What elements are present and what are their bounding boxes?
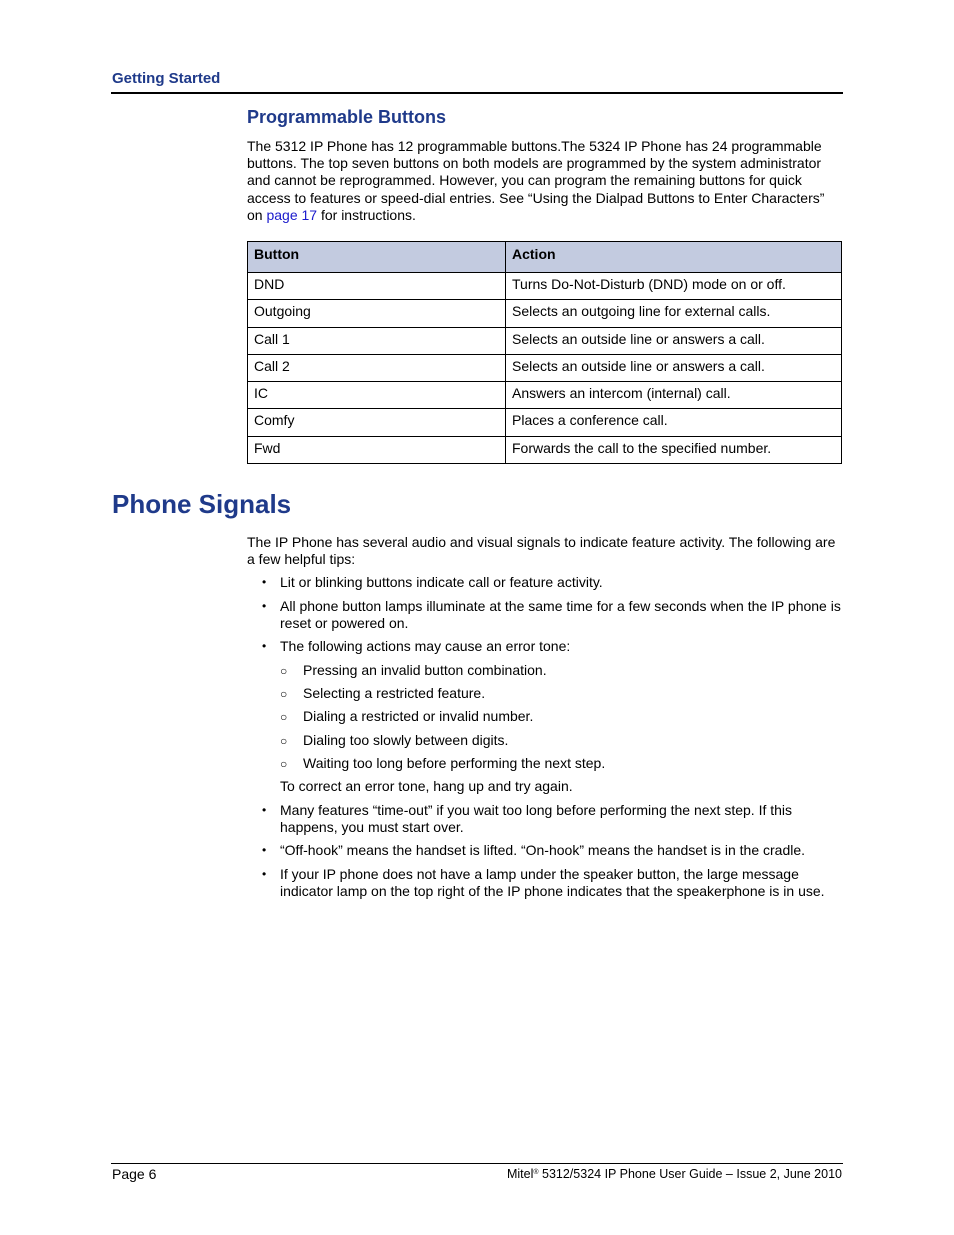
circle-bullet-icon: ○ bbox=[280, 734, 288, 748]
bullet-item bbox=[262, 574, 842, 591]
signals-intro: The IP Phone has several audio and visual signals to indicate feature activity. The following are a few helpful tips: bbox=[247, 534, 836, 567]
table-row bbox=[248, 273, 842, 300]
sub-item bbox=[280, 662, 843, 679]
button-cell: DND bbox=[248, 273, 506, 300]
sub-item bbox=[280, 685, 843, 702]
action-cell: Turns Do-Not-Disturb (DND) mode on or off. bbox=[506, 273, 842, 300]
bullet-glyph: • bbox=[262, 867, 267, 881]
button-cell: Outgoing bbox=[248, 300, 506, 327]
bullet-text: The following actions may cause an error tone: bbox=[280, 638, 571, 654]
header-rule bbox=[111, 92, 843, 94]
doc-title-text: 5312/5324 IP Phone User Guide – Issue 2, June 2010 bbox=[538, 1167, 842, 1181]
intro-text: The 5312 IP Phone has 12 programmable buttons.The 5324 IP Phone has 24 programmable buttons. The top seven buttons on both models are programmed by the system administrator and cannot be reprogrammed. However, you can program the remaining buttons for quick access to features or speed-dial entries. See “Using the Dialpad Buttons to Enter Characters” on bbox=[247, 138, 825, 223]
bullet-item bbox=[262, 802, 842, 836]
bullet-text: All phone button lamps illuminate at the same time for a few seconds when the IP phone is reset or powered on. bbox=[280, 598, 841, 631]
bullet-item bbox=[262, 638, 842, 655]
bullet-item bbox=[262, 598, 842, 632]
bullet-glyph: • bbox=[262, 843, 267, 857]
bullet-glyph: • bbox=[262, 639, 267, 653]
button-cell: Fwd bbox=[248, 436, 506, 463]
button-cell: IC bbox=[248, 382, 506, 409]
circle-bullet-icon: ○ bbox=[280, 757, 288, 771]
running-header: Getting Started bbox=[112, 70, 221, 87]
sub-item-text: Dialing a restricted or invalid number. bbox=[303, 708, 534, 724]
button-cell: Call 1 bbox=[248, 327, 506, 354]
action-cell: Answers an intercom (internal) call. bbox=[506, 382, 842, 409]
sub-item bbox=[280, 732, 843, 749]
action-cell: Selects an outside line or answers a call. bbox=[506, 327, 842, 354]
bullet-text: If your IP phone does not have a lamp under the speaker button, the large message indicator lamp on the top right of the IP phone indicates that the speakerphone is in use. bbox=[280, 866, 825, 899]
footer-rule bbox=[111, 1163, 843, 1164]
table-row bbox=[248, 354, 842, 381]
action-cell: Places a conference call. bbox=[506, 409, 842, 436]
sub-item-text: Selecting a restricted feature. bbox=[303, 685, 486, 701]
action-cell: Selects an outside line or answers a call. bbox=[506, 354, 842, 381]
sub-item-text: Waiting too long before performing the next step. bbox=[303, 755, 606, 771]
registered-mark: ® bbox=[533, 1169, 539, 1176]
action-cell: Forwards the call to the specified number. bbox=[506, 436, 842, 463]
circle-bullet-icon: ○ bbox=[280, 664, 288, 678]
error-tone-correction: To correct an error tone, hang up and try again. bbox=[280, 778, 573, 794]
programmable-intro bbox=[247, 138, 839, 224]
page-number: Page 6 bbox=[112, 1166, 157, 1182]
table-row bbox=[248, 409, 842, 436]
document-title bbox=[507, 1167, 842, 1181]
sub-item-text: Pressing an invalid button combination. bbox=[303, 662, 547, 678]
intro-text-end: for instructions. bbox=[317, 206, 416, 223]
bullet-item bbox=[262, 842, 842, 859]
bullet-text: Many features “time-out” if you wait too long before performing the next step. If this happens, you must start over. bbox=[280, 802, 793, 835]
sub-item bbox=[280, 708, 843, 725]
table-row bbox=[248, 436, 842, 463]
bullet-text: Lit or blinking buttons indicate call or feature activity. bbox=[280, 574, 603, 590]
button-cell: Comfy bbox=[248, 409, 506, 436]
bullet-glyph: • bbox=[262, 599, 267, 613]
section-title-phone-signals: Phone Signals bbox=[112, 489, 292, 519]
bullet-text: “Off-hook” means the handset is lifted. “On-hook” means the handset is in the cradle. bbox=[280, 842, 806, 858]
brand-name: Mitel bbox=[506, 1167, 534, 1181]
circle-bullet-icon: ○ bbox=[280, 687, 288, 701]
action-cell: Selects an outgoing line for external calls. bbox=[506, 300, 842, 327]
page-link[interactable]: page 17 bbox=[266, 206, 318, 223]
section-title-programmable-buttons: Programmable Buttons bbox=[247, 107, 447, 127]
table-row bbox=[248, 300, 842, 327]
table-row bbox=[248, 327, 842, 354]
bullet-glyph: • bbox=[262, 803, 267, 817]
sub-item-text: Dialing too slowly between digits. bbox=[303, 732, 509, 748]
table-row bbox=[248, 382, 842, 409]
bullet-item bbox=[262, 866, 842, 900]
bullet-glyph: • bbox=[262, 575, 267, 589]
column-header-action: Action bbox=[506, 242, 842, 273]
buttons-table bbox=[247, 241, 842, 464]
sub-item bbox=[280, 755, 843, 772]
column-header-button: Button bbox=[248, 242, 506, 273]
table-header-row bbox=[248, 242, 842, 273]
circle-bullet-icon: ○ bbox=[280, 710, 288, 724]
button-cell: Call 2 bbox=[248, 354, 506, 381]
